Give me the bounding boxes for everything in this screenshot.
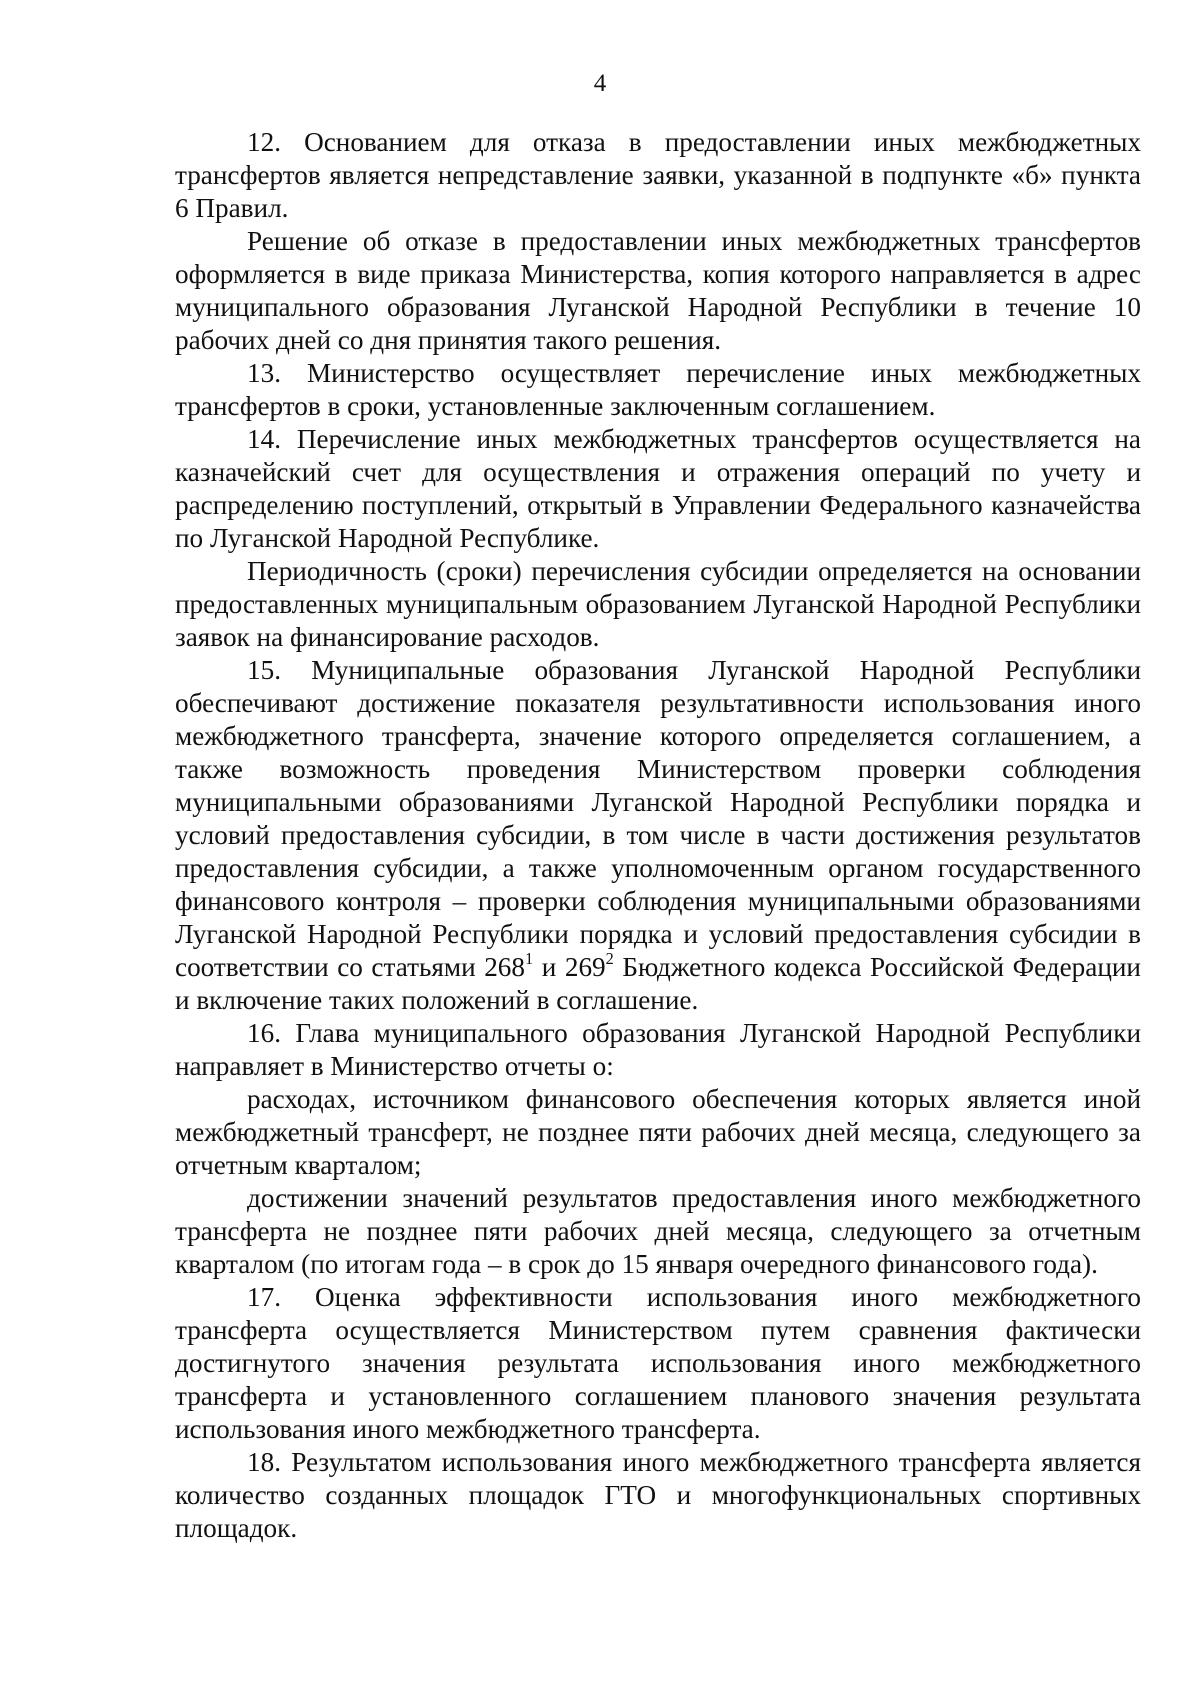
paragraph-13: 13. Министерство осуществляет перечисление иных межбюджетных трансфертов в сроки, установленные заключенным соглашением. [175,358,1141,421]
paragraph-report-results: достижении значений результатов предоставления иного межбюджетного трансферта не позднее пяти рабочих дней месяца, следующего за отчетным кварталом (по итогам года – в срок до 15 января очередного финансового года). [175,1183,1141,1279]
paragraph-refusal-decision: Решение об отказе в предоставлении иных межбюджетных трансфертов оформляется в виде приказа Министерства, копия которого направляется в адрес муниципального образования Луганской Народной Республики в течение 10 рабочих дней со дня принятия такого решения. [175,226,1141,355]
paragraph-periodicity: Периодичность (сроки) перечисления субсидии определяется на основании предоставленных муниципальным образованием Луганской Народной Республики заявок на финансирование расходов. [175,556,1141,652]
paragraph-15 [175,654,1141,1017]
superscript-article-269: 2 [605,948,614,968]
paragraph-15-text-part3: Бюджетного кодекса Российской Федерации и включение таких положений в соглашение. [175,952,1141,1015]
paragraph-17: 17. Оценка эффективности использования иного межбюджетного трансферта осуществляется Министерством путем сравнения фактически достигнутого значения результата использования иного межбюджетного трансферта и установленного соглашением планового значения результата использования иного межбюджетного трансферта. [175,1282,1141,1444]
document-body [175,126,1141,1545]
paragraph-report-expenses: расходах, источником финансового обеспечения которых является иной межбюджетный трансферт, не позднее пяти рабочих дней месяца, следующего за отчетным кварталом; [175,1084,1141,1180]
paragraph-18: 18. Результатом использования иного межбюджетного трансферта является количество созданных площадок ГТО и многофункциональных спортивных площадок. [175,1447,1141,1543]
paragraph-16: 16. Глава муниципального образования Луганской Народной Республики направляет в Министерство отчеты о: [175,1018,1141,1081]
page-number: 4 [593,70,607,97]
superscript-article-268: 1 [524,948,534,968]
paragraph-12: 12. Основанием для отказа в предоставлении иных межбюджетных трансфертов является непредставление заявки, указанной в подпункте «б» пункта 6 Правил. [175,127,1141,223]
paragraph-14: 14. Перечисление иных межбюджетных трансфертов осуществляется на казначейский счет для осуществления и отражения операций по учету и распределению поступлений, открытый в Управлении Федерального казначейства по Луганской Народной Республике. [175,424,1141,553]
paragraph-15-text-part2: и 269 [533,952,606,982]
paragraph-15-text-part1: 15. Муниципальные образования Луганской Народной Республики обеспечивают достижение показателя результативности использования иного межбюджетного трансферта, значение которого определяется соглашением, а также возможность проведения Министерством проверки соблюдения муниципальными образованиями Луганской Народной Республики порядка и условий предоставления субсидии, в том числе в части достижения результатов предоставления субсидии, а также уполномоченным органом государственного финансового контроля – проверки соблюдения муниципальными образованиями Луганской Народной Республики порядка и условий предоставления субсидии в соответствии со статьями 268 [175,655,1141,982]
